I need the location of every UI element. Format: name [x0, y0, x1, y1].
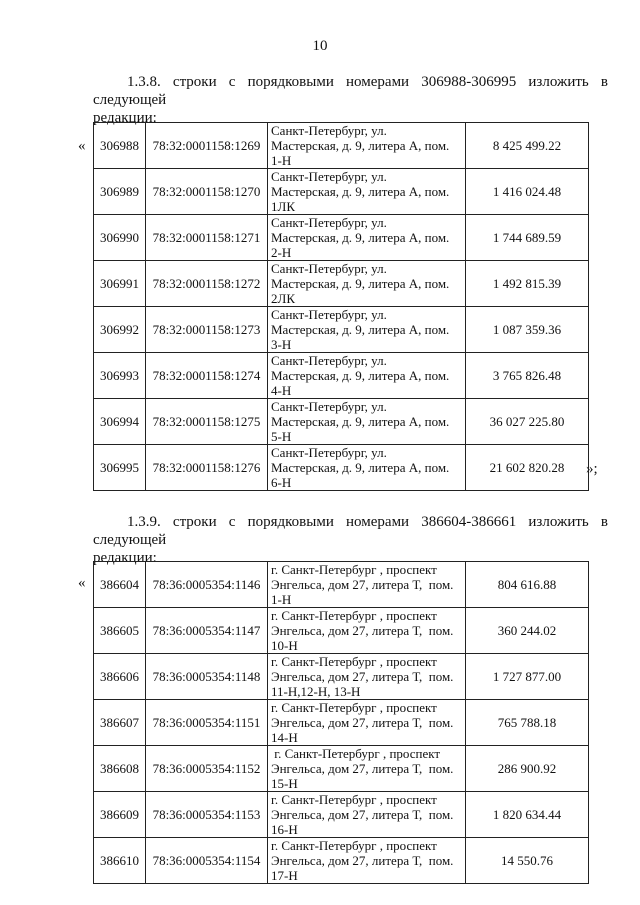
address-line: Энгельса, дом 27, литера Т, пом. [271, 853, 454, 868]
address-line: Санкт-Петербург, ул. [271, 215, 387, 230]
address-cell [268, 700, 466, 746]
table-row [94, 838, 589, 884]
address-line: Мастерская, д. 9, литера А, пом. [271, 460, 450, 475]
cadastral-number-cell: 78:32:0001158:1274 [146, 353, 268, 399]
table-row [94, 169, 589, 215]
row-number-cell: 306994 [94, 399, 146, 445]
address-line: Энгельса, дом 27, литера Т, пом. [271, 761, 454, 776]
table-row [94, 445, 589, 491]
table-row [94, 608, 589, 654]
cadastral-number-cell: 78:32:0001158:1273 [146, 307, 268, 353]
address-line: Энгельса, дом 27, литера Т, пом. [271, 669, 454, 684]
address-line: 4-Н [271, 383, 292, 398]
address-line: Санкт-Петербург, ул. [271, 445, 387, 460]
address-line: г. Санкт-Петербург , проспект [271, 838, 437, 853]
address-line: Энгельса, дом 27, литера Т, пом. [271, 715, 454, 730]
open-quote: « [78, 138, 86, 154]
close-quote: »; [586, 461, 598, 477]
address-line: 14-Н [271, 730, 298, 745]
address-line: Санкт-Петербург, ул. [271, 261, 387, 276]
address-line: Энгельса, дом 27, литера Т, пом. [271, 807, 454, 822]
cadastral-value-cell: 1 727 877.00 [466, 654, 589, 700]
table-row [94, 562, 589, 608]
page-number: 10 [312, 38, 328, 54]
cadastral-number-cell: 78:32:0001158:1269 [146, 123, 268, 169]
address-line: 1-Н [271, 153, 292, 168]
address-cell [268, 399, 466, 445]
row-number-cell: 306991 [94, 261, 146, 307]
address-line: Мастерская, д. 9, литера А, пом. [271, 414, 450, 429]
cadastral-number-cell: 78:32:0001158:1270 [146, 169, 268, 215]
address-line: Мастерская, д. 9, литера А, пом. [271, 230, 450, 245]
row-number-cell: 386604 [94, 562, 146, 608]
address-cell [268, 562, 466, 608]
address-line: Энгельса, дом 27, литера Т, пом. [271, 623, 454, 638]
address-cell [268, 123, 466, 169]
cadastral-number-cell: 78:36:0005354:1147 [146, 608, 268, 654]
table-row [94, 700, 589, 746]
row-number-cell: 386608 [94, 746, 146, 792]
cadastral-value-cell: 21 602 820.28 [466, 445, 589, 491]
cadastral-value-cell: 765 788.18 [466, 700, 589, 746]
address-line: 17-Н [271, 868, 298, 883]
cadastral-value-cell: 286 900.92 [466, 746, 589, 792]
row-number-cell: 386609 [94, 792, 146, 838]
row-number-cell: 386605 [94, 608, 146, 654]
address-cell [268, 608, 466, 654]
address-line: Мастерская, д. 9, литера А, пом. [271, 276, 450, 291]
table-row [94, 261, 589, 307]
cadastral-value-cell: 3 765 826.48 [466, 353, 589, 399]
address-line: Санкт-Петербург, ул. [271, 399, 387, 414]
table-row [94, 307, 589, 353]
address-line: 1-Н [271, 592, 292, 607]
heading-tail: редакции: [93, 110, 157, 126]
address-line: 10-Н [271, 638, 298, 653]
row-number-cell: 306989 [94, 169, 146, 215]
row-number-cell: 306993 [94, 353, 146, 399]
heading-lead: 1.3.8. строки с порядковыми номерами 306988-306995 изложить в следующей [93, 74, 608, 108]
cadastral-number-cell: 78:32:0001158:1272 [146, 261, 268, 307]
heading-lead: 1.3.9. строки с порядковыми номерами 386604-386661 изложить в следующей [93, 514, 608, 548]
address-line: г. Санкт-Петербург , проспект [271, 608, 437, 623]
cadastral-value-cell: 1 416 024.48 [466, 169, 589, 215]
address-line: Мастерская, д. 9, литера А, пом. [271, 368, 450, 383]
table-row [94, 746, 589, 792]
address-cell [268, 261, 466, 307]
address-line: 16-Н [271, 822, 298, 837]
cadastral-value-cell: 14 550.76 [466, 838, 589, 884]
address-cell [268, 169, 466, 215]
address-line: г. Санкт-Петербург , проспект [271, 792, 437, 807]
cadastral-number-cell: 78:36:0005354:1146 [146, 562, 268, 608]
address-cell [268, 353, 466, 399]
address-line: г. Санкт-Петербург , проспект [271, 654, 437, 669]
address-line: 5-Н [271, 429, 292, 444]
address-line: Энгельса, дом 27, литера Т, пом. [271, 577, 454, 592]
row-number-cell: 306990 [94, 215, 146, 261]
address-line: 11-Н,12-Н, 13-Н [271, 684, 361, 699]
table-row [94, 792, 589, 838]
address-line: Санкт-Петербург, ул. [271, 169, 387, 184]
address-cell [268, 215, 466, 261]
address-line: 6-Н [271, 475, 292, 490]
table-row [94, 123, 589, 169]
address-cell [268, 792, 466, 838]
address-line: 1ЛК [271, 199, 295, 214]
address-line: 2ЛК [271, 291, 295, 306]
cadastral-number-cell: 78:36:0005354:1148 [146, 654, 268, 700]
cadastral-value-cell: 1 744 689.59 [466, 215, 589, 261]
cadastral-table-2 [93, 561, 589, 884]
address-line: 3-Н [271, 337, 292, 352]
address-line: 2-Н [271, 245, 292, 260]
row-number-cell: 306992 [94, 307, 146, 353]
address-cell [268, 746, 466, 792]
cadastral-value-cell: 1 820 634.44 [466, 792, 589, 838]
address-line: г. Санкт-Петербург , проспект [271, 562, 437, 577]
address-cell [268, 838, 466, 884]
heading-tail: редакции: [93, 550, 157, 566]
open-quote: « [78, 575, 86, 591]
address-cell [268, 307, 466, 353]
address-line: Санкт-Петербург, ул. [271, 353, 387, 368]
address-line: г. Санкт-Петербург , проспект [271, 700, 437, 715]
cadastral-value-cell: 36 027 225.80 [466, 399, 589, 445]
table-row [94, 399, 589, 445]
table-row [94, 353, 589, 399]
row-number-cell: 386610 [94, 838, 146, 884]
address-line: Мастерская, д. 9, литера А, пом. [271, 138, 450, 153]
cadastral-number-cell: 78:36:0005354:1152 [146, 746, 268, 792]
cadastral-number-cell: 78:36:0005354:1154 [146, 838, 268, 884]
row-number-cell: 306995 [94, 445, 146, 491]
cadastral-value-cell: 1 087 359.36 [466, 307, 589, 353]
cadastral-value-cell: 804 616.88 [466, 562, 589, 608]
address-line: г. Санкт-Петербург , проспект [271, 746, 441, 761]
address-cell [268, 654, 466, 700]
address-line: Санкт-Петербург, ул. [271, 307, 387, 322]
row-number-cell: 306988 [94, 123, 146, 169]
address-line: Мастерская, д. 9, литера А, пом. [271, 322, 450, 337]
table-row [94, 654, 589, 700]
cadastral-number-cell: 78:32:0001158:1275 [146, 399, 268, 445]
section-heading-1-3-9 [93, 513, 608, 567]
cadastral-value-cell: 8 425 499.22 [466, 123, 589, 169]
cadastral-value-cell: 1 492 815.39 [466, 261, 589, 307]
row-number-cell: 386606 [94, 654, 146, 700]
cadastral-number-cell: 78:36:0005354:1153 [146, 792, 268, 838]
address-cell [268, 445, 466, 491]
address-line: Санкт-Петербург, ул. [271, 123, 387, 138]
cadastral-number-cell: 78:32:0001158:1271 [146, 215, 268, 261]
address-line: 15-Н [271, 776, 298, 791]
row-number-cell: 386607 [94, 700, 146, 746]
address-line: Мастерская, д. 9, литера А, пом. [271, 184, 450, 199]
section-heading-1-3-8 [93, 73, 608, 127]
table-row [94, 215, 589, 261]
cadastral-number-cell: 78:36:0005354:1151 [146, 700, 268, 746]
cadastral-number-cell: 78:32:0001158:1276 [146, 445, 268, 491]
cadastral-value-cell: 360 244.02 [466, 608, 589, 654]
cadastral-table-1 [93, 122, 589, 491]
